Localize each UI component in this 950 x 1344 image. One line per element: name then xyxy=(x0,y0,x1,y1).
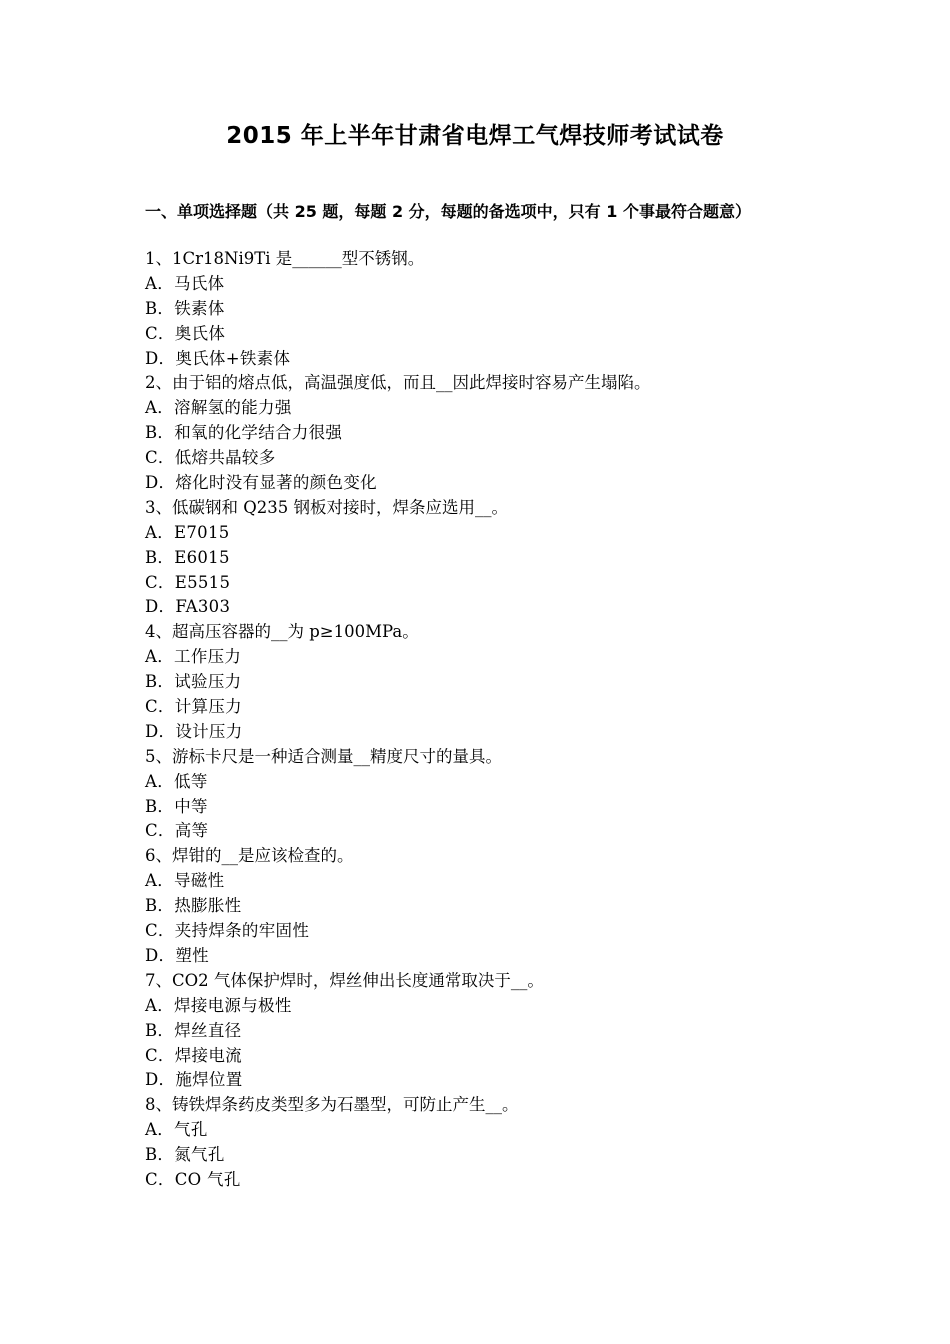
exam-title: 2015 年上半年甘肃省电焊工气焊技师考试试卷 xyxy=(226,123,724,149)
answer-option: A．E7015 xyxy=(145,522,230,542)
answer-option: A．导磁性 xyxy=(145,871,225,891)
answer-option: C．E5515 xyxy=(145,572,231,592)
answer-option: D．奥氏体+铁素体 xyxy=(145,348,291,368)
answer-option: C．焊接电流 xyxy=(145,1045,242,1065)
question-text: 5、游标卡尺是一种适合测量__精度尺寸的量具。 xyxy=(145,746,502,766)
question-text: 8、铸铁焊条药皮类型多为石墨型，可防止产生__。 xyxy=(145,1095,519,1115)
answer-option: D．施焊位置 xyxy=(145,1070,243,1090)
answer-option: A．工作压力 xyxy=(145,647,242,667)
answer-option: B．试验压力 xyxy=(145,672,242,692)
answer-option: A．马氏体 xyxy=(145,273,225,293)
answer-option: B．中等 xyxy=(145,796,208,816)
question-text: 3、低碳钢和 Q235 钢板对接时，焊条应选用__。 xyxy=(145,497,509,517)
answer-option: A．气孔 xyxy=(145,1120,208,1140)
answer-option: A．低等 xyxy=(145,771,208,791)
answer-option: C．奥氏体 xyxy=(145,323,226,343)
answer-option: D．FA303 xyxy=(145,597,231,617)
answer-option: B．焊丝直径 xyxy=(145,1020,242,1040)
answer-option: B．和氧的化学结合力很强 xyxy=(145,423,343,443)
answer-option: C．夹持焊条的牢固性 xyxy=(145,921,310,941)
answer-option: D．塑性 xyxy=(145,945,209,965)
question-text: 7、CO2 气体保护焊时，焊丝伸出长度通常取决于__。 xyxy=(145,970,544,990)
answer-option: B．热膨胀性 xyxy=(145,896,242,916)
answer-option: D．熔化时没有显著的颜色变化 xyxy=(145,473,377,493)
answer-option: C．高等 xyxy=(145,821,209,841)
answer-option: B．氮气孔 xyxy=(145,1145,225,1165)
question-text: 2、由于铝的熔点低，高温强度低，而且__因此焊接时容易产生塌陷。 xyxy=(145,373,651,393)
question-text: 6、焊钳的__是应该检查的。 xyxy=(145,846,354,866)
answer-option: B．铁素体 xyxy=(145,298,225,318)
answer-option: A．焊接电源与极性 xyxy=(145,995,292,1015)
section-heading: 一、单项选择题（共 25 题，每题 2 分，每题的备选项中，只有 1 个事最符合题意） xyxy=(145,202,751,221)
answer-option: B．E6015 xyxy=(145,547,230,567)
answer-option: D．设计压力 xyxy=(145,721,243,741)
question-text: 1、1Cr18Ni9Ti 是______型不锈钢。 xyxy=(145,249,425,268)
answer-option: C．计算压力 xyxy=(145,697,242,717)
answer-option: C．低熔共晶较多 xyxy=(145,448,276,468)
question-text: 4、超高压容器的__为 p≥100MPa。 xyxy=(145,622,419,642)
answer-option: C．CO 气孔 xyxy=(145,1169,241,1189)
question-list xyxy=(145,247,825,1193)
answer-option: A．溶解氢的能力强 xyxy=(145,398,292,418)
